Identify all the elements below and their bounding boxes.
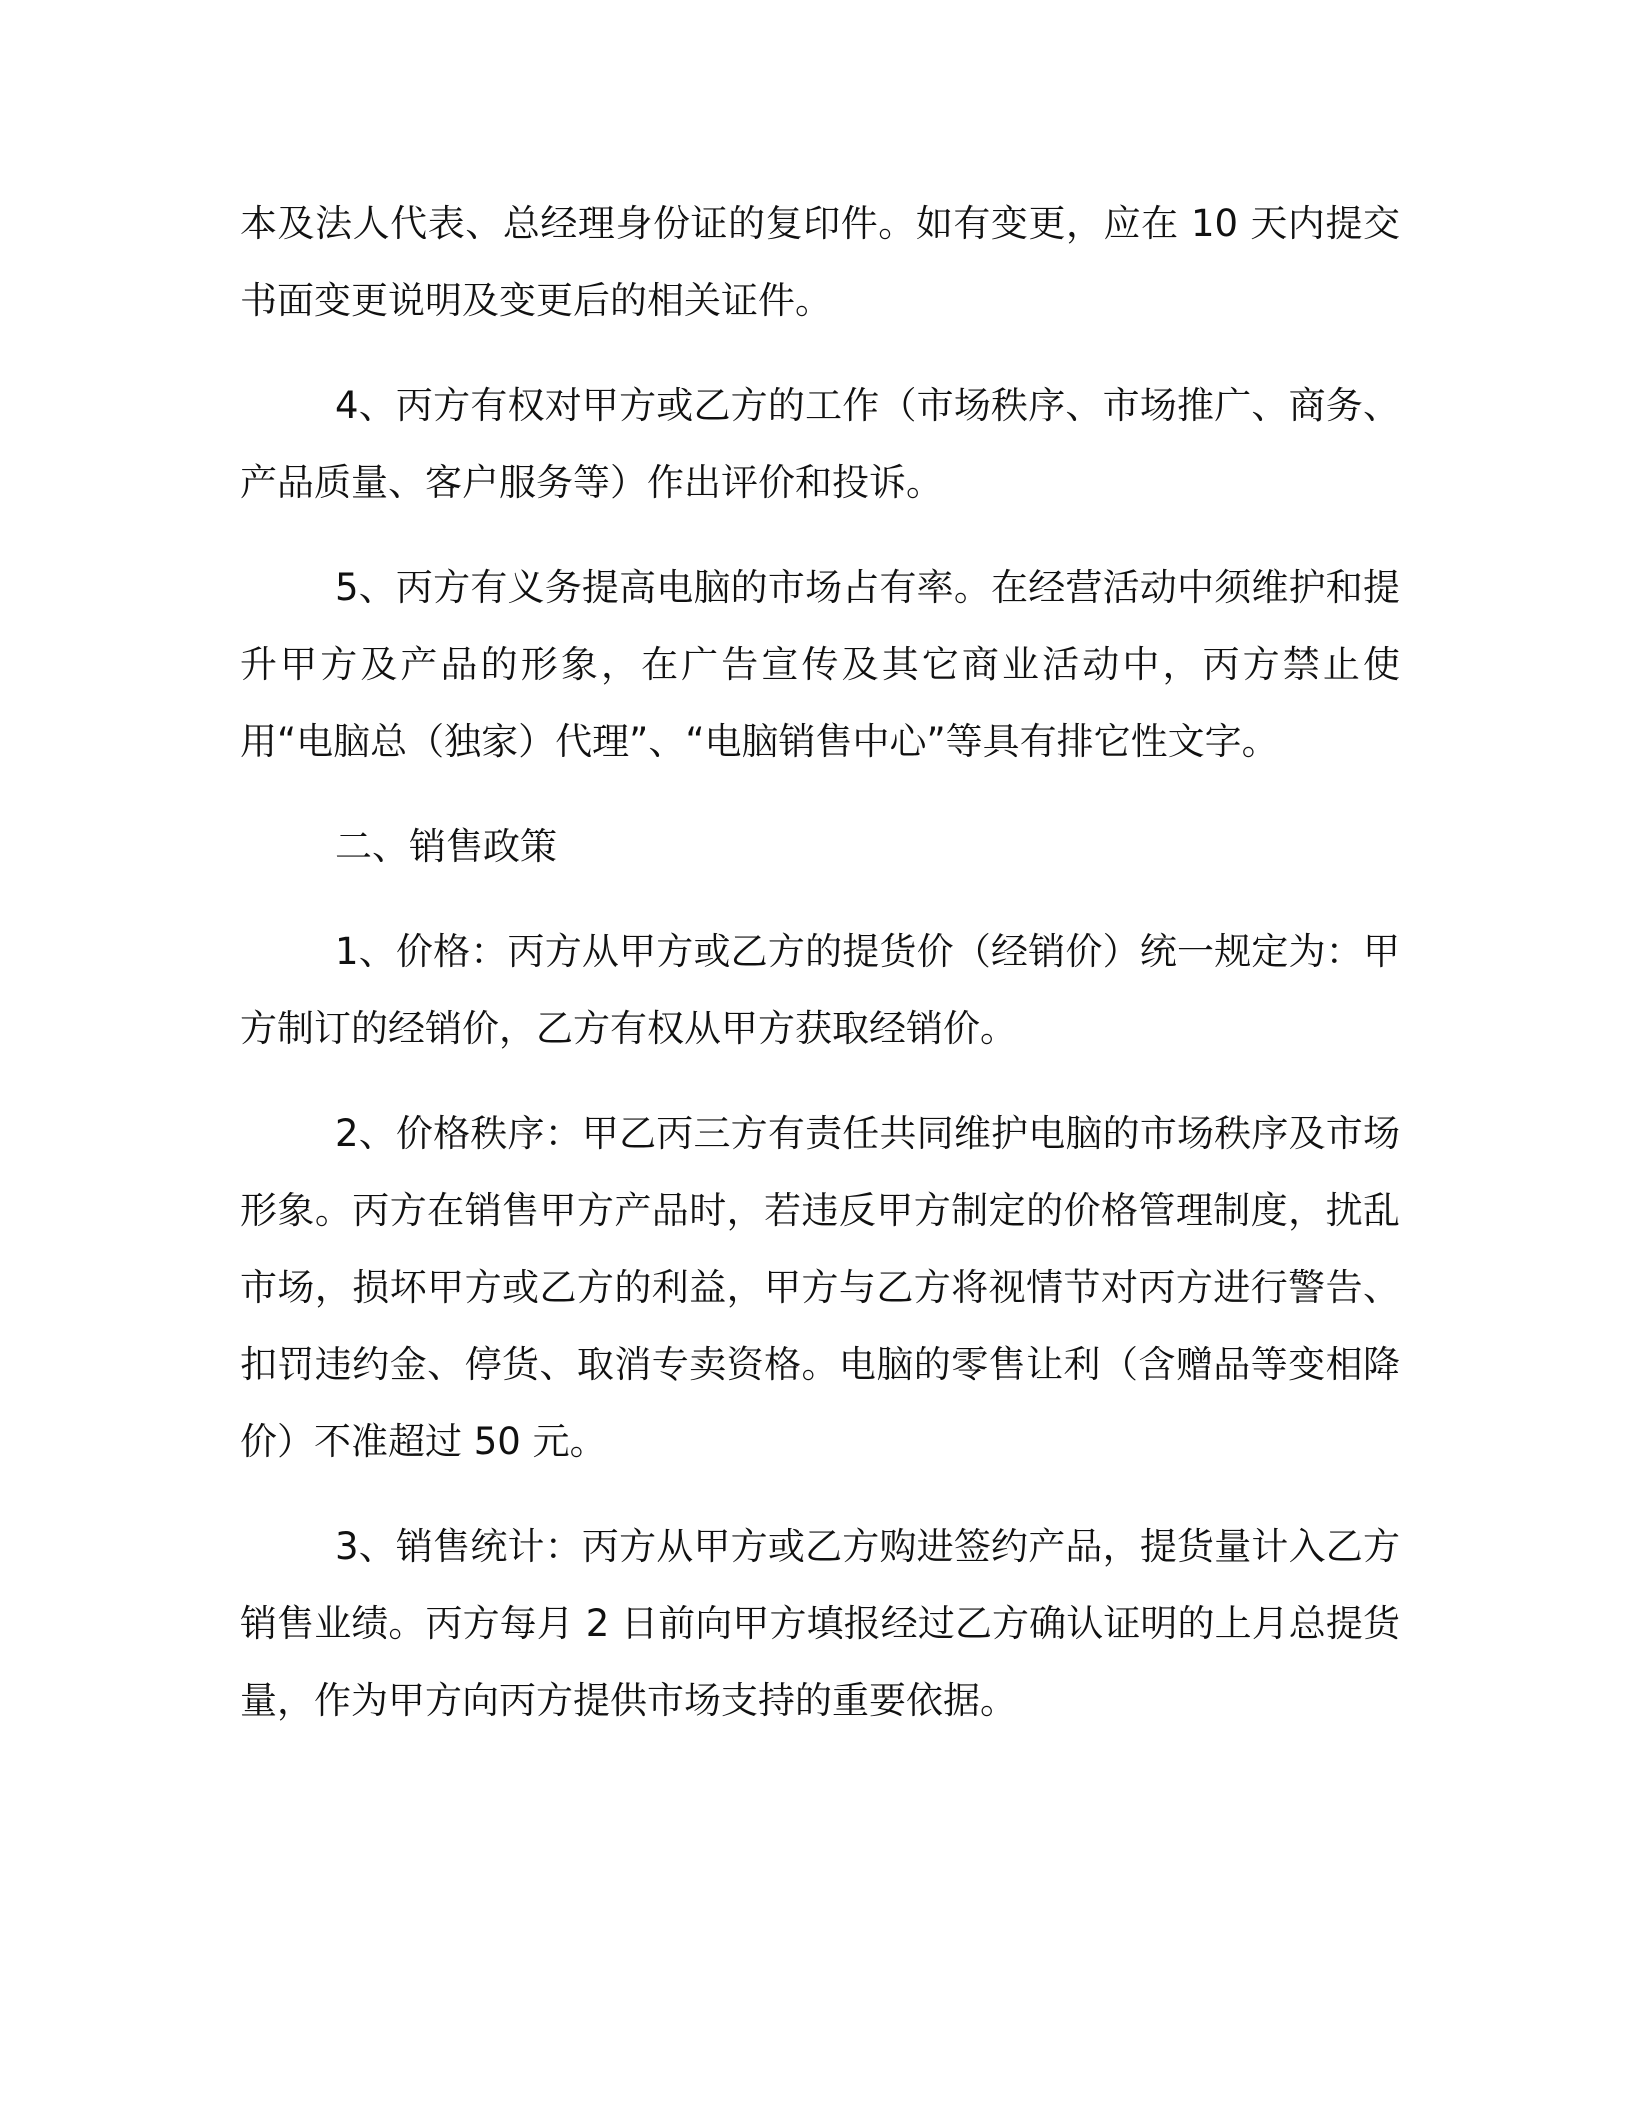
section-heading-sales-policy: 二、销售政策	[335, 825, 557, 868]
paragraph-price: 1、价格：丙方从甲方或乙方的提货价（经销价）统一规定为：甲方制订的经销价，乙方有权从甲方获取经销价。	[240, 930, 1400, 1050]
paragraph-item-4: 4、丙方有权对甲方或乙方的工作（市场秩序、市场推广、商务、产品质量、客户服务等）作出评价和投诉。	[240, 384, 1400, 504]
paragraph-continuation: 本及法人代表、总经理身份证的复印件。如有变更，应在 10 天内提交书面变更说明及变更后的相关证件。	[240, 202, 1400, 322]
paragraph-price-order: 2、价格秩序：甲乙丙三方有责任共同维护电脑的市场秩序及市场形象。丙方在销售甲方产品时，若违反甲方制定的价格管理制度，扰乱市场，损坏甲方或乙方的利益，甲方与乙方将视情节对丙方进行警告、扣罚违约金、停货、取消专卖资格。电脑的零售让利（含赠品等变相降价）不准超过 50 元。	[240, 1112, 1400, 1463]
paragraph-sales-statistics: 3、销售统计：丙方从甲方或乙方购进签约产品，提货量计入乙方销售业绩。丙方每月 2 日前向甲方填报经过乙方确认证明的上月总提货量，作为甲方向丙方提供市场支持的重要依据。	[240, 1525, 1400, 1722]
paragraph-item-5: 5、丙方有义务提高电脑的市场占有率。在经营活动中须维护和提升甲方及产品的形象，在广告宣传及其它商业活动中，丙方禁止使用“电脑总（独家）代理”、“电脑销售中心”等具有排它性文字。	[240, 566, 1400, 763]
document-body	[240, 185, 1400, 1767]
